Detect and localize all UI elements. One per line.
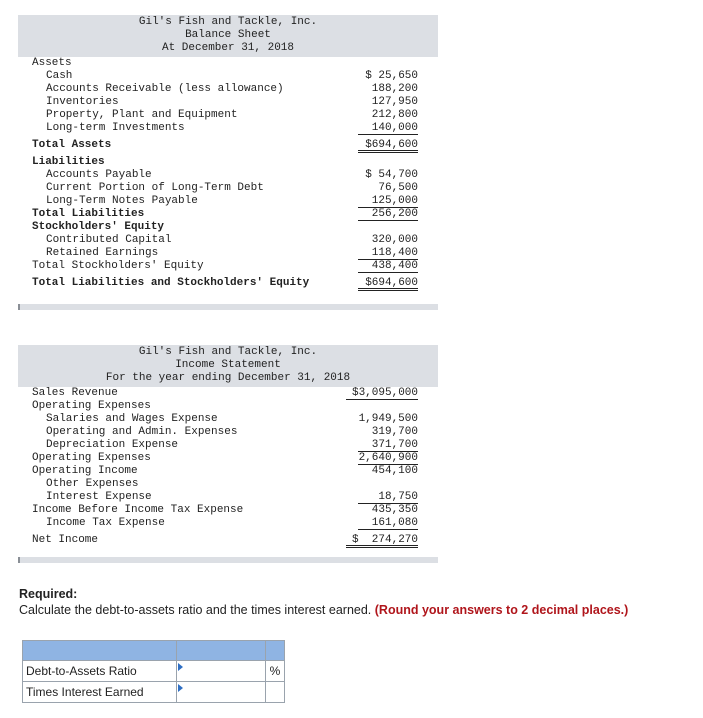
sales-row: Sales Revenue $3,095,000 xyxy=(32,387,418,399)
statement-title: Income Statement xyxy=(175,359,281,371)
balance-sheet xyxy=(18,15,438,290)
line-item: Long-Term Notes Payable 125,000 xyxy=(46,195,418,207)
required-text: Calculate the debt-to-assets ratio and the times interest earned. xyxy=(19,603,372,617)
net-income-row: Net Income $ 274,270 xyxy=(32,534,418,546)
row-label: Debt-to-Assets Ratio xyxy=(23,661,177,682)
required-heading: Required: xyxy=(19,587,78,601)
tax-row: Income Tax Expense 161,080 xyxy=(46,517,418,529)
line-item: Accounts Receivable (less allowance) 188,200 xyxy=(46,83,418,95)
line-item: Operating and Admin. Expenses 319,700 xyxy=(46,426,418,438)
answer-row-times-interest xyxy=(23,682,285,703)
unit-label: % xyxy=(266,661,285,682)
line-item: Contributed Capital 320,000 xyxy=(46,234,418,246)
required-section xyxy=(19,586,628,618)
section-heading: Operating Expenses xyxy=(32,400,151,412)
input-marker-icon xyxy=(178,684,183,692)
total-liabilities-equity-row: Total Liabilities and Stockholders' Equity $694,600 xyxy=(32,277,418,289)
section-heading: Liabilities xyxy=(32,156,105,168)
line-item: Property, Plant and Equipment 212,800 xyxy=(46,109,418,121)
total-assets-row: Total Assets $694,600 xyxy=(32,139,418,151)
income-statement xyxy=(18,345,438,547)
statement-period: For the year ending December 31, 2018 xyxy=(105,372,351,384)
line-item: Salaries and Wages Expense 1,949,500 xyxy=(46,413,418,425)
interest-row: Interest Expense 18,750 xyxy=(46,491,418,503)
section-heading: Assets xyxy=(32,57,72,69)
answer-table-header xyxy=(23,641,285,661)
debt-to-assets-input[interactable] xyxy=(180,662,254,680)
total-equity-row: Total Stockholders' Equity 438,400 xyxy=(32,260,418,272)
section-heading: Stockholders' Equity xyxy=(32,221,165,233)
horizontal-scrollbar[interactable] xyxy=(18,304,438,310)
line-item: Long-term Investments 140,000 xyxy=(46,122,418,134)
income-before-tax-row: Income Before Income Tax Expense 435,350 xyxy=(32,504,418,516)
answer-table xyxy=(22,640,285,703)
line-item: Accounts Payable $ 54,700 xyxy=(46,169,418,181)
unit-label xyxy=(266,682,285,703)
total-liabilities-row: Total Liabilities 256,200 xyxy=(32,208,418,220)
line-item: Retained Earnings 118,400 xyxy=(46,247,418,259)
line-item: Depreciation Expense 371,700 xyxy=(46,439,418,451)
input-marker-icon xyxy=(178,663,183,671)
statement-date: At December 31, 2018 xyxy=(161,42,295,54)
balance-sheet-header xyxy=(18,15,438,57)
company-name: Gil's Fish and Tackle, Inc. xyxy=(138,16,318,28)
line-item: Cash $ 25,650 xyxy=(46,70,418,82)
opex-total-row: Operating Expenses 2,640,900 xyxy=(32,452,418,464)
company-name: Gil's Fish and Tackle, Inc. xyxy=(138,346,318,358)
section-heading: Other Expenses xyxy=(46,478,139,490)
horizontal-scrollbar[interactable] xyxy=(18,557,438,563)
line-item: Inventories 127,950 xyxy=(46,96,418,108)
income-statement-header xyxy=(18,345,438,387)
answer-row-debt-to-assets xyxy=(23,661,285,682)
times-interest-earned-input[interactable] xyxy=(180,683,254,701)
rounding-note: (Round your answers to 2 decimal places.) xyxy=(374,603,629,617)
row-label: Times Interest Earned xyxy=(23,682,177,703)
line-item: Current Portion of Long-Term Debt 76,500 xyxy=(46,182,418,194)
statement-title: Balance Sheet xyxy=(185,29,271,41)
operating-income-row: Operating Income 454,100 xyxy=(32,465,418,477)
